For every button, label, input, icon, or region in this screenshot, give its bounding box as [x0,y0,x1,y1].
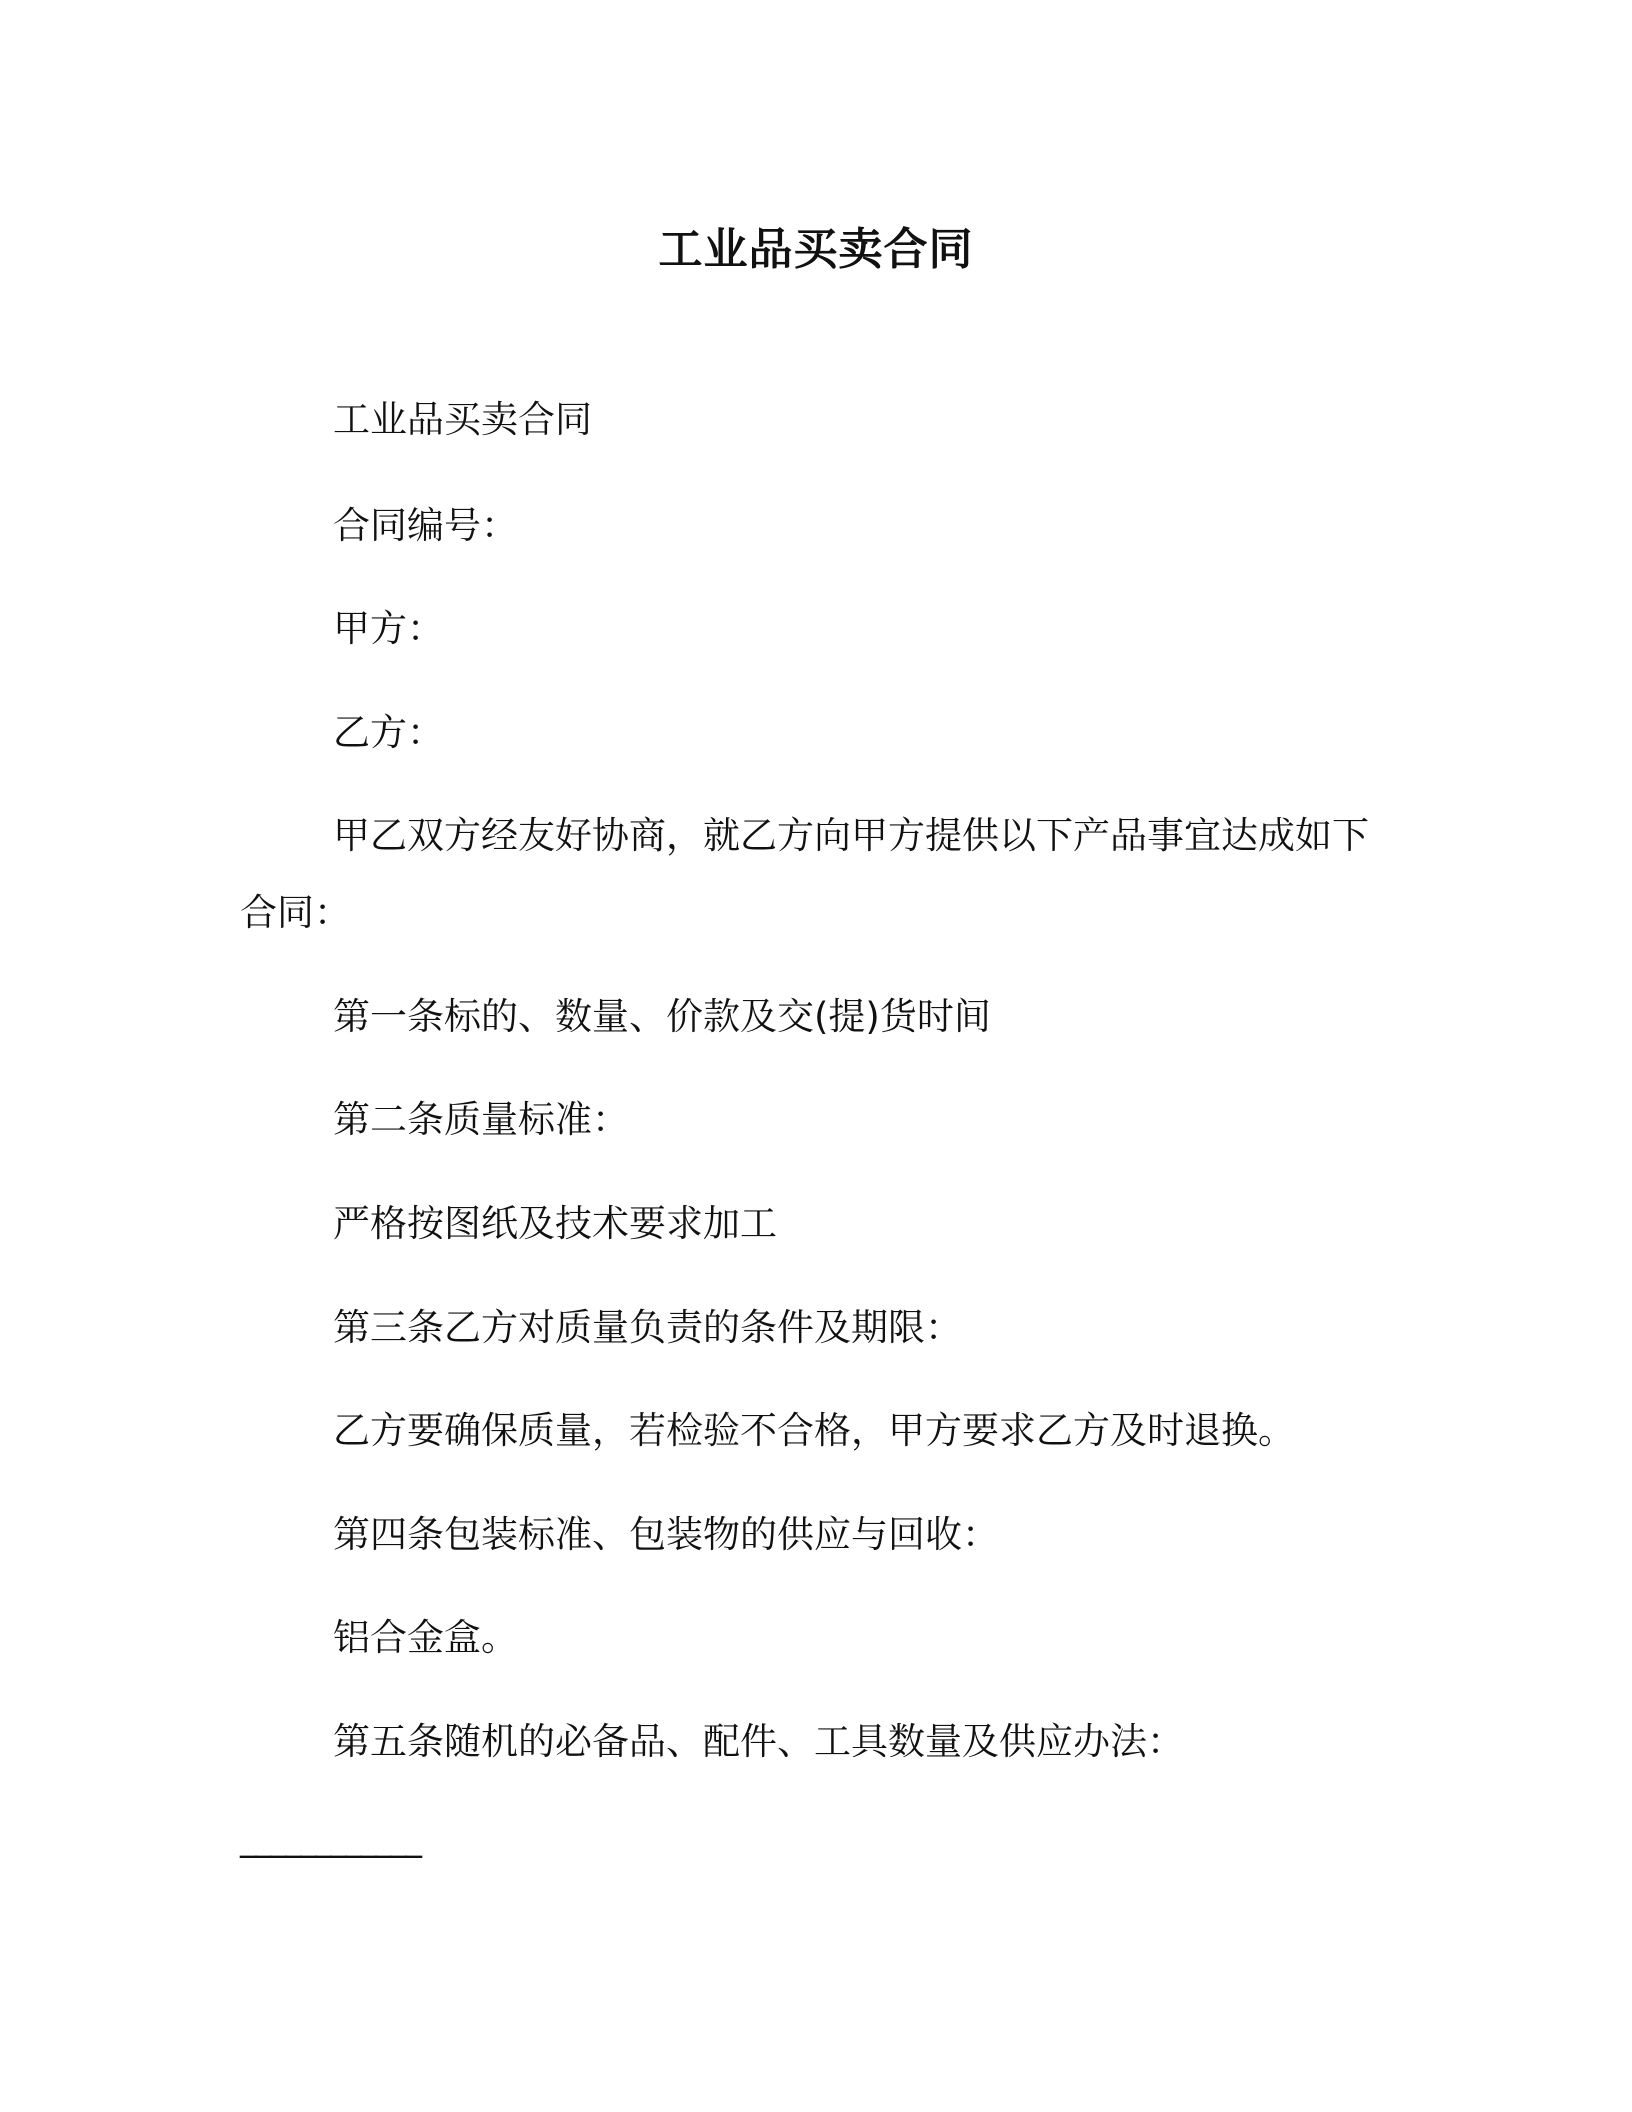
paragraph-intro-continued: 合同： [240,891,351,934]
paragraph-article-4: 第四条包装标准、包装物的供应与回收： [333,1513,999,1556]
paragraph-subtitle: 工业品买卖合同 [333,398,592,441]
blank-fill-line: ____________ [240,1819,420,1859]
paragraph-party-b: 乙方： [333,711,444,754]
paragraph-contract-number: 合同编号： [333,504,518,547]
paragraph-article-4-body: 铝合金盒。 [333,1616,518,1659]
document-title: 工业品买卖合同 [658,224,974,275]
paragraph-article-3: 第三条乙方对质量负责的条件及期限： [333,1306,962,1349]
paragraph-party-a: 甲方： [333,607,444,650]
paragraph-article-5: 第五条随机的必备品、配件、工具数量及供应办法： [333,1720,1184,1763]
paragraph-article-2: 第二条质量标准： [333,1098,629,1141]
paragraph-intro: 甲乙双方经友好协商，就乙方向甲方提供以下产品事宜达成如下 [333,814,1369,857]
paragraph-article-1: 第一条标的、数量、价款及交(提)货时间 [333,995,991,1038]
paragraph-article-3-body: 乙方要确保质量，若检验不合格，甲方要求乙方及时退换。 [333,1409,1295,1452]
paragraph-article-2-body: 严格按图纸及技术要求加工 [333,1202,777,1245]
